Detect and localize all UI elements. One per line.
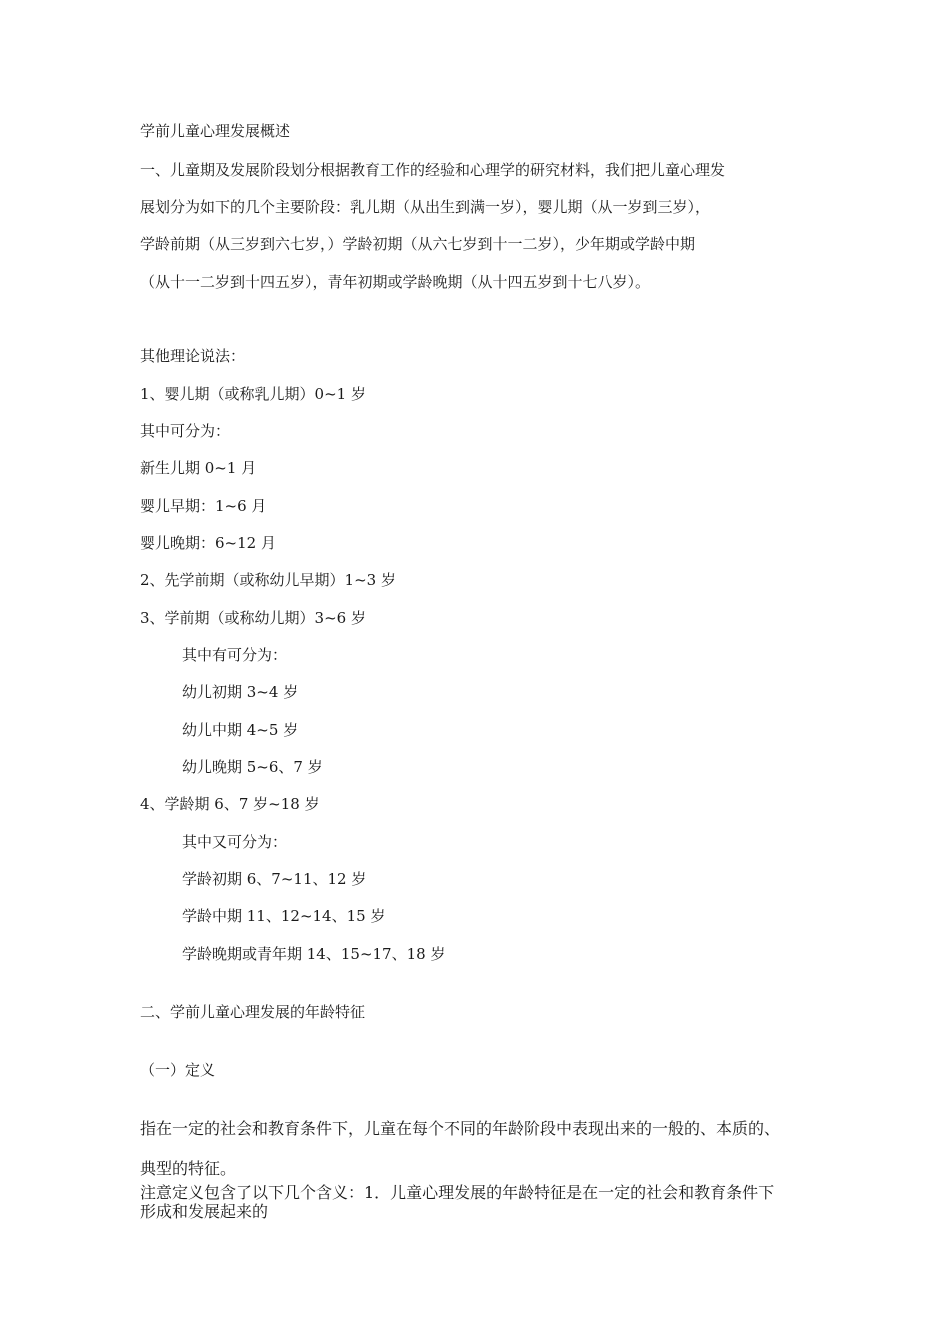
list-item: 其中有可分为： [182,646,288,664]
subsection-heading: （一）定义 [140,1061,216,1079]
note-line: 注意定义包含了以下几个含义：1．儿童心理发展的年龄特征是在一定的社会和教育条件下 [140,1183,775,1202]
stage-item: 3、学前期（或称幼儿期）3~6 岁 [140,609,366,627]
stage-item: 4、学龄期 6、7 岁~18 岁 [140,795,320,813]
list-item: 幼儿晚期 5~6、7 岁 [182,758,323,776]
list-item: 婴儿早期：1~6 月 [140,497,267,515]
intro-line: （从十一二岁到十四五岁），青年初期或学龄晚期（从十四五岁到十七八岁）。 [140,273,651,291]
list-item: 其中可分为： [140,422,231,440]
doc-title: 学前儿童心理发展概述 [140,122,291,140]
intro-line: 学龄前期（从三岁到六七岁，）学龄初期（从六七岁到十一二岁），少年期或学龄中期 [140,235,696,253]
definition-line: 指在一定的社会和教育条件下，儿童在每个不同的年龄阶段中表现出来的一般的、本质的、 [140,1119,781,1138]
list-item: 幼儿中期 4~5 岁 [182,721,299,739]
stage-item: 1、婴儿期（或称乳儿期）0~1 岁 [140,385,366,403]
stage-item: 2、先学前期（或称幼儿早期）1~3 岁 [140,571,396,589]
list-item: 其中又可分为： [182,833,288,851]
list-item: 新生儿期 0~1 月 [140,459,257,477]
intro-line: 展划分为如下的几个主要阶段：乳儿期（从出生到满一岁），婴儿期（从一岁到三岁）， [140,198,711,216]
list-item: 学龄晚期或青年期 14、15~17、18 岁 [182,945,446,963]
intro-line: 一、儿童期及发展阶段划分根据教育工作的经验和心理学的研究材料，我们把儿童心理发 [140,161,726,179]
list-item: 学龄中期 11、12~14、15 岁 [182,907,386,925]
section-heading: 二、学前儿童心理发展的年龄特征 [140,1003,366,1021]
list-item: 学龄初期 6、7~11、12 岁 [182,870,367,888]
note-line: 形成和发展起来的 [140,1202,269,1221]
other-theories-heading: 其他理论说法： [140,347,246,365]
list-item: 婴儿晚期：6~12 月 [140,534,276,552]
list-item: 幼儿初期 3~4 岁 [182,683,299,701]
definition-line: 典型的特征。 [140,1159,237,1178]
